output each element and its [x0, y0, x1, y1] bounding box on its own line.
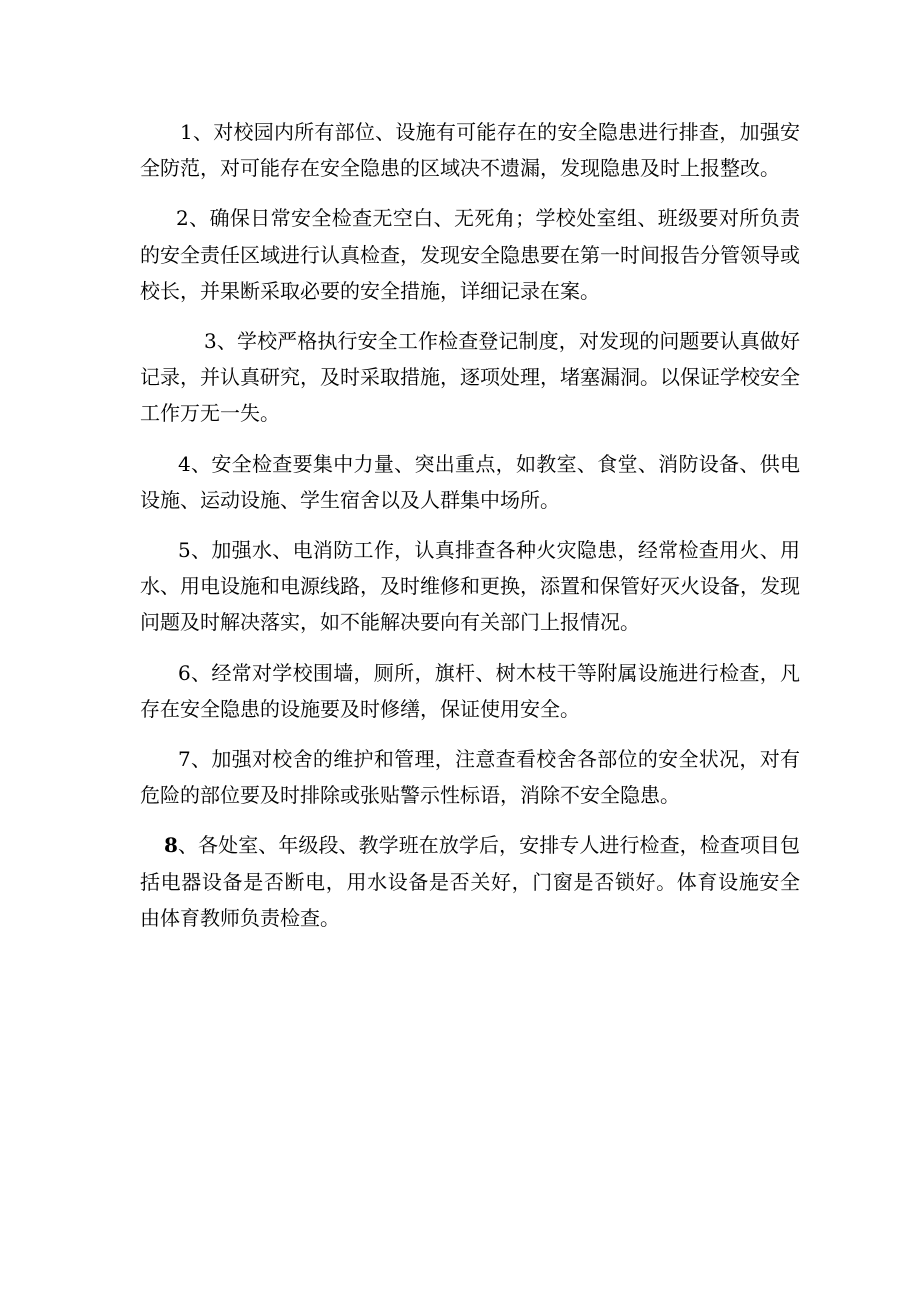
paragraph-number: 8 [164, 833, 178, 858]
paragraph-8 [140, 827, 820, 936]
paragraph-7 [140, 741, 800, 813]
paragraph-text: 、学校严格执行安全工作检查登记制度，对发现的问题要认真做好记录，并认真研究，及时采取措施，逐项处理，堵塞漏洞。以保证学校安全工作万无一失。 [140, 329, 800, 426]
paragraph-text: 、确保日常安全检查无空白、无死角；学校处室组、班级要对所负责的安全责任区域进行认真检查，发现安全隐患要在第一时间报告分管领导或校长，并果断采取必要的安全措施，详细记录在案。 [140, 206, 800, 303]
paragraph-3 [140, 323, 800, 432]
paragraph-number: 4 [178, 451, 191, 476]
paragraph-6 [140, 655, 800, 727]
paragraph-5 [140, 532, 800, 641]
paragraph-text: 、加强水、电消防工作，认真排查各种火灾隐患，经常检查用火、用水、用电设施和电源线路，及时维修和更换，添置和保管好灭火设备，发现问题及时解决落实，如不能解决要向有关部门上报情况。 [140, 538, 800, 635]
paragraph-text: 、经常对学校围墙，厕所，旗杆、树木枝干等附属设施进行检查，凡存在安全隐患的设施要及时修缮，保证使用安全。 [140, 660, 800, 721]
paragraph-number: 7 [178, 747, 191, 772]
paragraph-number: 2 [176, 206, 189, 231]
paragraph-4 [140, 446, 800, 518]
paragraph-2 [140, 200, 800, 309]
paragraph-number: 1 [180, 120, 193, 144]
paragraph-1 [140, 114, 800, 186]
paragraph-number: 3 [204, 329, 217, 354]
paragraph-text: 、安全检查要集中力量、突出重点，如教室、食堂、消防设备、供电设施、运动设施、学生宿舍以及人群集中场所。 [140, 451, 800, 512]
document-body [140, 114, 820, 936]
paragraph-number: 6 [178, 660, 191, 685]
paragraph-text: 、加强对校舍的维护和管理，注意查看校舍各部位的安全状况，对有危险的部位要及时排除或张贴警示性标语，消除不安全隐患。 [140, 747, 800, 808]
paragraph-number: 5 [178, 538, 191, 563]
paragraph-text: 、对校园内所有部位、设施有可能存在的安全隐患进行排查，加强安全防范，对可能存在安全隐患的区域决不遗漏，发现隐患及时上报整改。 [140, 120, 800, 181]
paragraph-text: 、各处室、年级段、教学班在放学后，安排专人进行检查，检查项目包括电器设备是否断电，用水设备是否关好，门窗是否锁好。体育设施安全 由体育教师负责检查。 [140, 833, 820, 930]
